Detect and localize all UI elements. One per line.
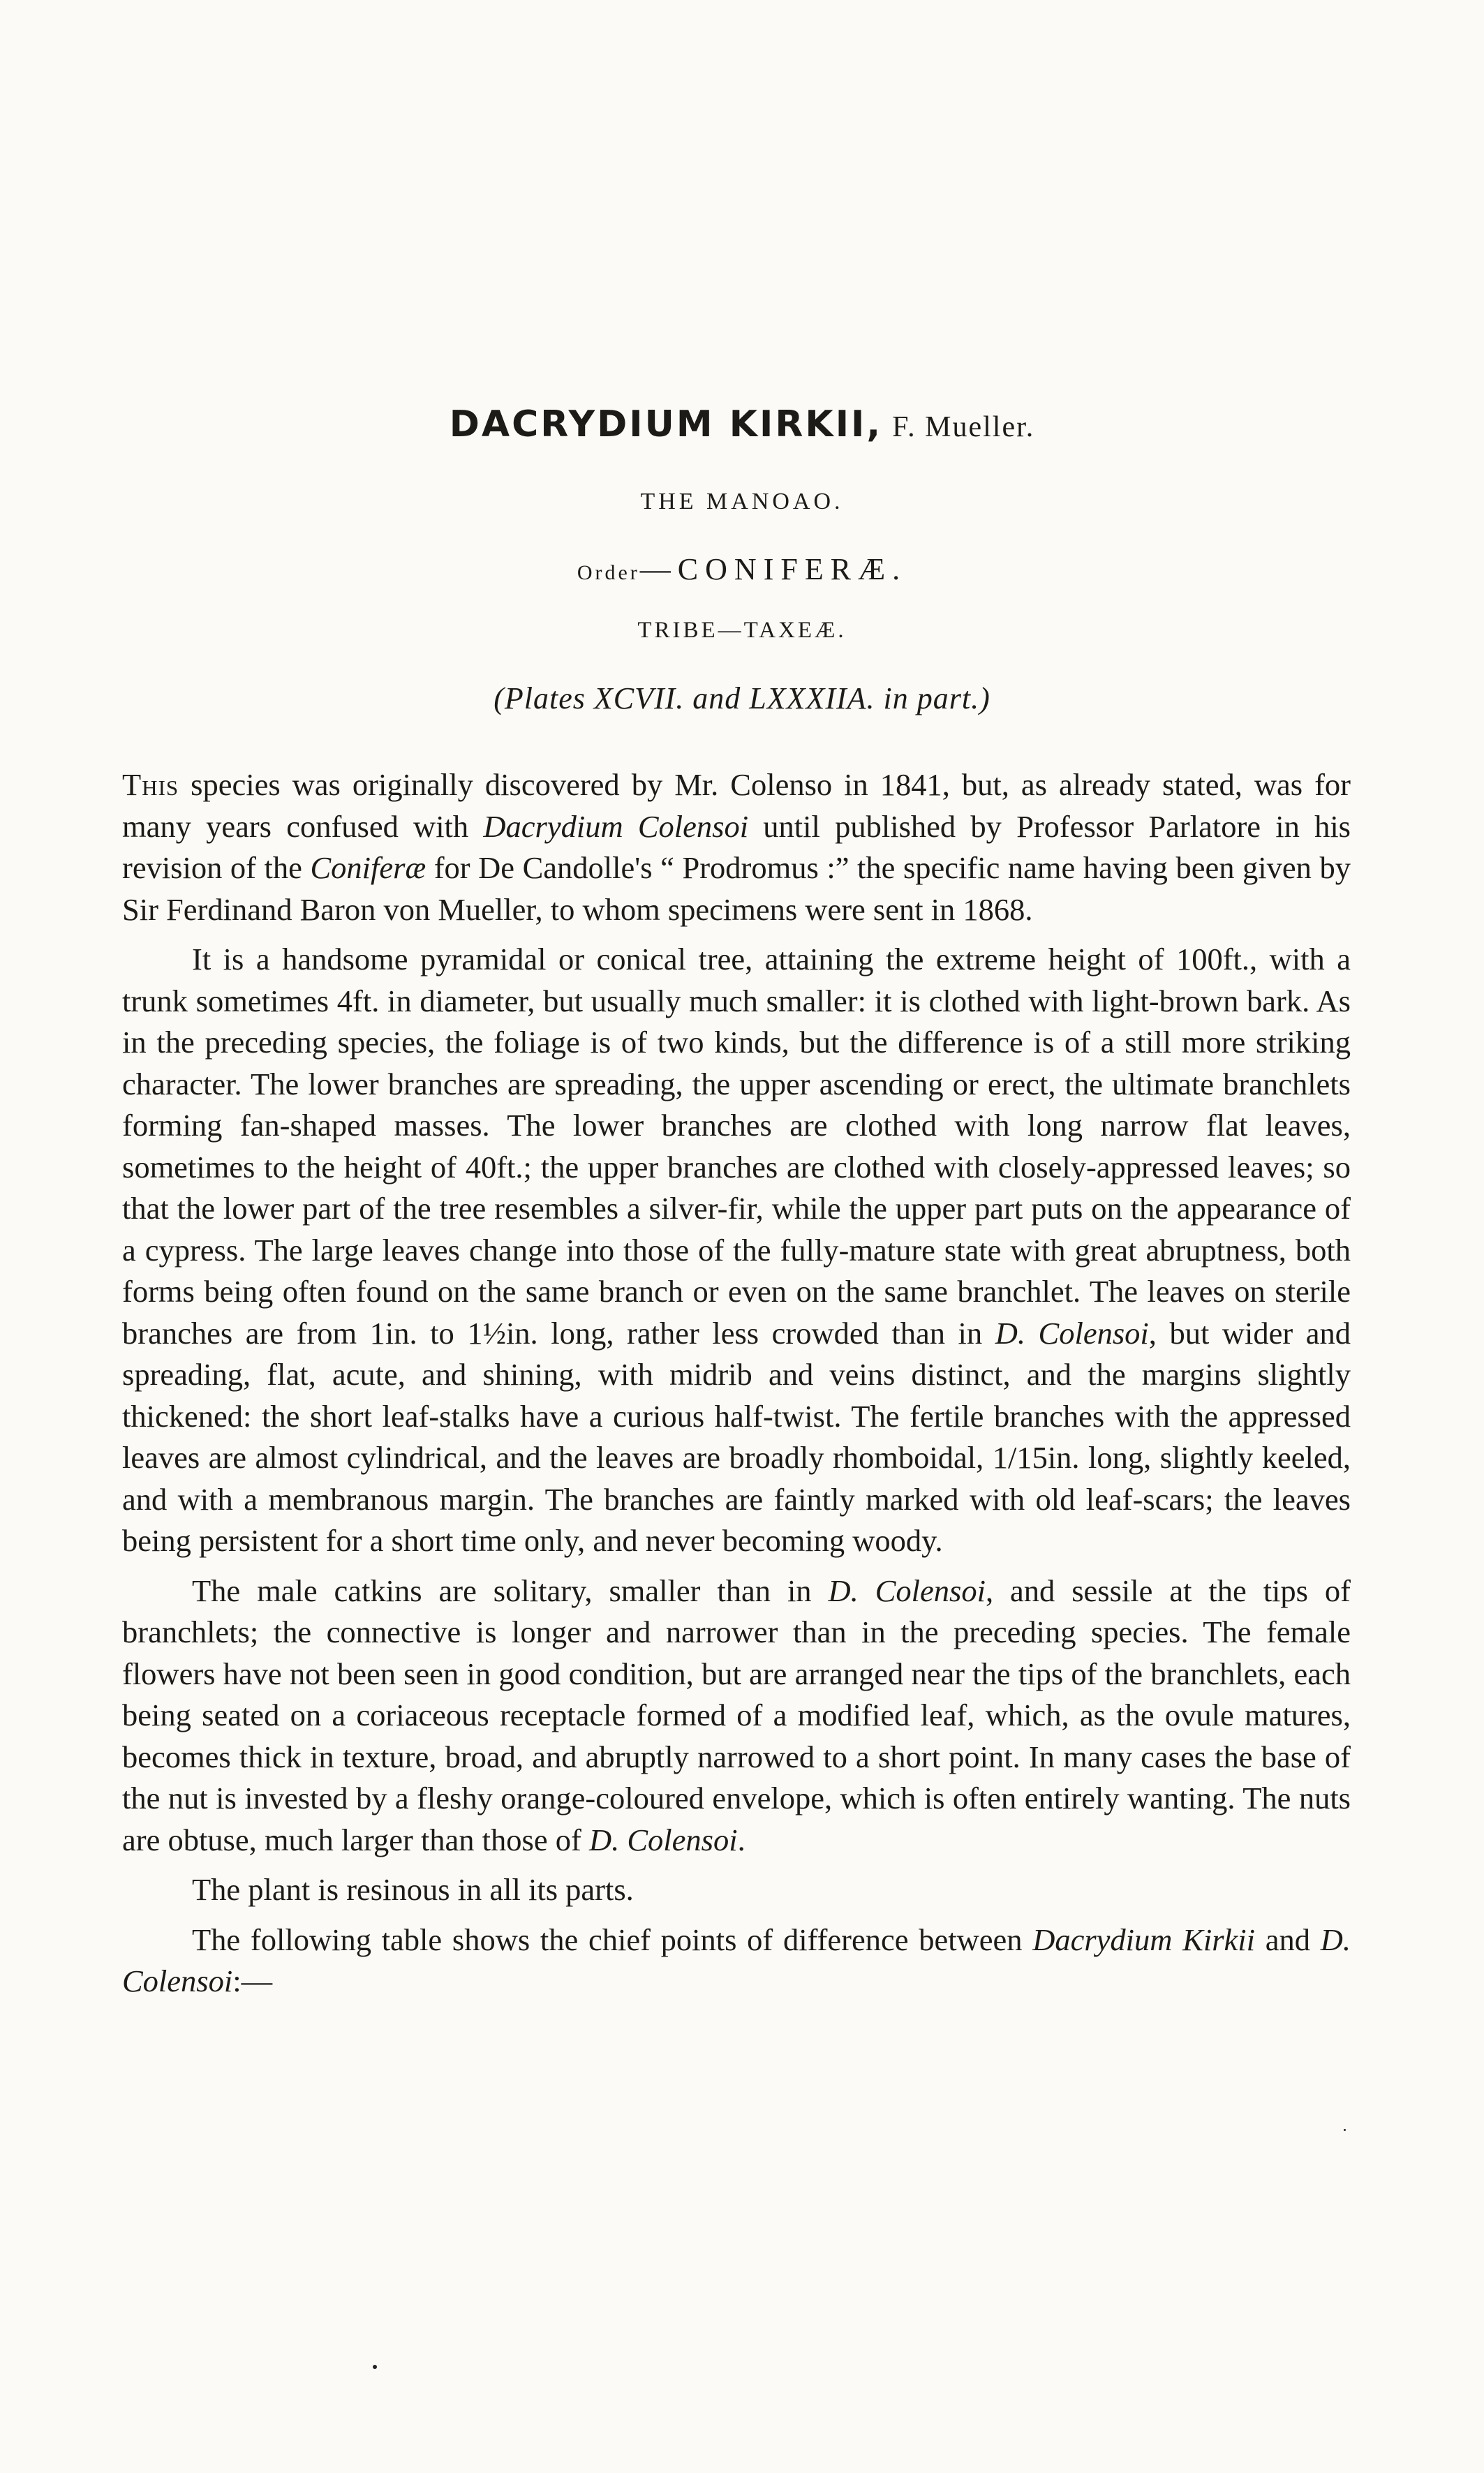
italic-run: D. Colensoi	[122, 1922, 1351, 1998]
order-value: CONIFERÆ.	[677, 552, 907, 586]
common-name: THE MANOAO.	[640, 489, 844, 514]
plates-reference: (Plates XCVII. and LXXXIIA. in part.)	[494, 681, 990, 715]
text-run: :—	[232, 1963, 273, 1998]
italic-run: D. Colensoi	[995, 1315, 1149, 1351]
italic-run: D. Colensoi	[588, 1822, 738, 1857]
order-line	[0, 551, 1484, 587]
body-text	[122, 764, 1351, 2011]
italic-run: Dacrydium Kirkii	[1032, 1922, 1255, 1957]
text-run: .	[737, 1822, 745, 1857]
order-dash: —	[639, 552, 678, 586]
text-run: for De Candolle's “ Prodromus :” the specific name having been given by Sir Ferdinand Baron von Mueller, to whom specimens were sent in 1868.	[122, 850, 1351, 927]
text-run: It is a handsome pyramidal or conical tree, attaining the extreme height of 100ft., with a trunk sometimes 4ft. in diameter, but usually much smaller: it is clothed with light-brown bark. As in the preceding species, the foliage is of two kinds, but the difference is of a still more striking character. The lower branches are spreading, the upper ascending or erect, the ultimate branchlets forming fan-shaped masses. The lower branches are clothed with long narrow flat leaves, sometimes to the height of 40ft.; the upper branches are clothed with closely-appressed leaves; so that the lower part of the tree resembles a silver-fir, while the upper part puts on the appearance of a cypress. The large leaves change into those of the fully-mature state with great abruptness, both forms being often found on the same branch or even on the same branchlet. The leaves on sterile branches are from 1in. to 1½in. long, rather less crowded than in	[122, 942, 1351, 1351]
text-run: until published by Professor Parlatore in his revision of the	[122, 808, 1351, 885]
text-run: and	[1255, 1922, 1321, 1957]
paragraph-1	[122, 764, 1351, 930]
paragraph-5	[122, 1919, 1351, 2003]
text-run: , and sessile at the tips of branchlets; the connective is longer and narrower than in the preceding species. The female flowers have not been seen in good condition, but are arranged near the tips of the branchlets, each being seated on a coriaceous receptacle formed of a modified leaf, which, as the ovule matures, becomes thick in texture, broad, and abruptly narrowed to a short point. In many cases the base of the nut is invested by a fleshy orange-coloured envelope, which is often entirely wanting. The nuts are obtuse, much larger than those of	[122, 1573, 1351, 1857]
paragraph-4	[122, 1869, 1351, 1911]
text-run: species was originally discovered by Mr. Colenso in 1841, but, as already stated, was for many years confused with	[122, 767, 1351, 844]
italic-run: D. Colensoi	[828, 1573, 986, 1608]
italic-run: Coniferæ	[310, 850, 426, 885]
species-name: DACRYDIUM KIRKII,	[449, 403, 883, 445]
species-author: F. Mueller.	[892, 411, 1035, 443]
lead-word: This	[122, 767, 179, 802]
ink-speck	[373, 2365, 377, 2369]
order-label: Order	[577, 561, 640, 584]
italic-run: Dacrydium Colensoi	[483, 808, 749, 844]
paragraph-2	[122, 939, 1351, 1562]
text-run: The following table shows the chief points of difference between	[192, 1922, 1033, 1957]
tribe-line: TRIBE—TAXEÆ.	[637, 618, 847, 643]
text-run: , but wider and spreading, flat, acute, and shining, with midrib and veins distinct, and the margins slightly thickened: the short leaf-stalks have a curious half-twist. The fertile branches with the appressed leaves are almost cylindrical, and the leaves are broadly rhomboidal, 1/15in. long, slightly keeled, and with a membranous margin. The branches are faintly marked with old leaf-scars; the leaves being persistent for a short time only, and never becoming woody.	[122, 1315, 1351, 1558]
text-run: The male catkins are solitary, smaller than in	[192, 1573, 829, 1608]
paragraph-3	[122, 1570, 1351, 1862]
ink-speck	[1344, 2129, 1346, 2131]
species-title	[0, 401, 1484, 446]
text-run: The plant is resinous in all its parts.	[192, 1872, 634, 1907]
